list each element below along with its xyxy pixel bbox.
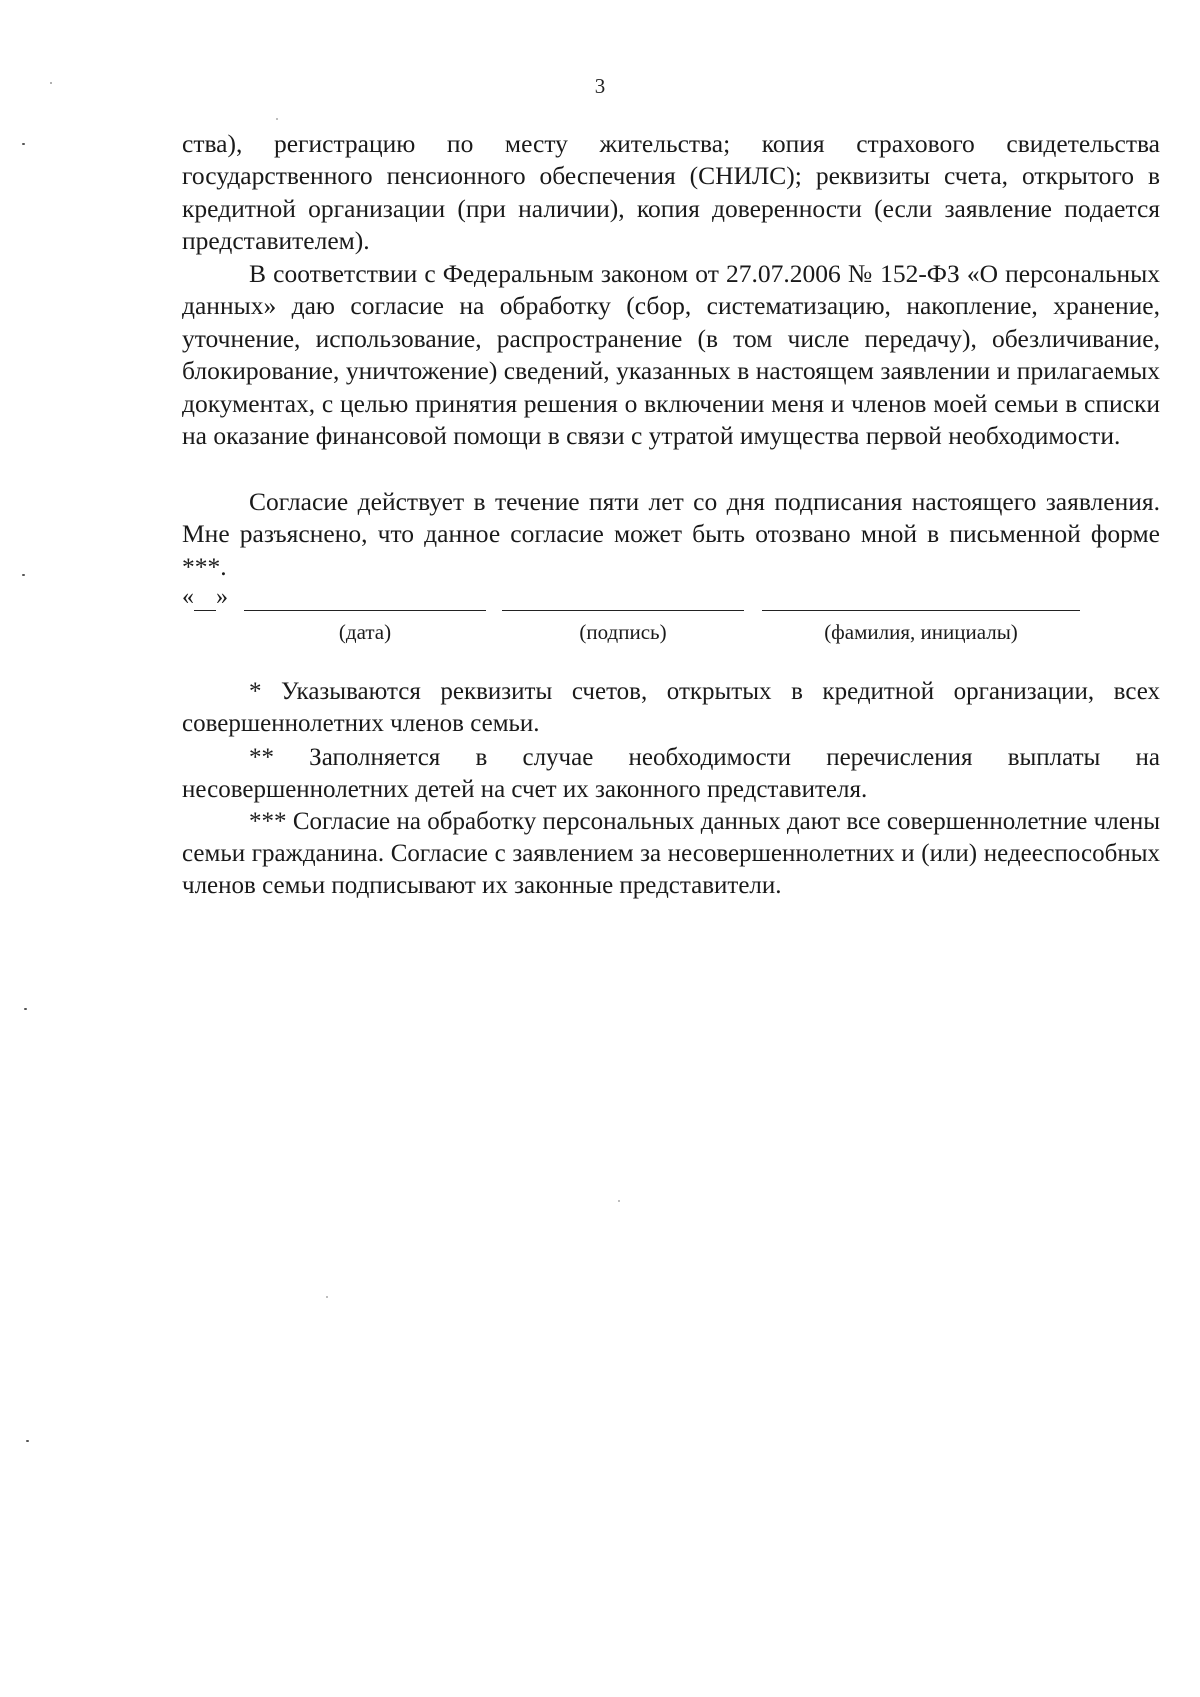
signature-block — [182, 584, 1162, 644]
scan-speck — [618, 1200, 620, 1202]
name-caption: (фамилия, инициалы) — [824, 620, 1018, 644]
signature-line[interactable] — [502, 610, 744, 611]
paragraph-documents-list: ства), регистрацию по месту жительства; копия страхового свидетельства государственного пенсионного обеспечения (СНИЛС); реквизиты счета, открытого в кредитной организации (при наличии), копия доверенности (если заявление подается представителем). — [182, 129, 1160, 256]
signature-caption: (подпись) — [579, 620, 667, 644]
date-line[interactable] — [244, 610, 486, 611]
paragraph-consent-validity: Согласие действует в течение пяти лет со дня подписания настоящего заявления. Мне разъяснено, что данное согласие может быть отозвано мной в письменной форме ***. — [182, 487, 1160, 581]
scan-speck — [276, 118, 278, 120]
scan-speck — [24, 1008, 27, 1010]
scan-speck — [22, 574, 25, 576]
footnote-3: *** Согласие на обработку персональных данных дают все совершеннолетние члены семьи гражданина. Согласие с заявлением за несовершеннолетних и (или) недееспособных членов семьи подписывают их законные представители. — [182, 808, 1160, 900]
scan-speck — [22, 143, 25, 145]
scan-speck — [50, 82, 52, 84]
day-blank[interactable] — [194, 590, 216, 611]
scan-speck — [26, 1440, 29, 1442]
quote-close: » — [216, 584, 228, 610]
name-line[interactable] — [762, 610, 1080, 611]
date-caption: (дата) — [338, 620, 392, 644]
page-number: 3 — [594, 74, 606, 98]
scan-speck — [326, 1296, 328, 1298]
paragraph-personal-data-consent: В соответствии с Федеральным законом от 27.07.2006 № 152-ФЗ «О персональных данных» даю согласие на обработку (сбор, систематизацию, накопление, хранение, уточнение, использование, распространение (в том числе передачу), обезличивание, блокирование, уничтожение) сведений, указанных в настоящем заявлении и прилагаемых документах, с целью принятия решения о включении меня и членов моей семьи в списки на оказание финансовой помощи в связи с утратой имущества первой необходимости. — [182, 259, 1160, 451]
footnote-1: * Указываются реквизиты счетов, открытых в кредитной организации, всех совершеннолетних членов семьи. — [182, 678, 1160, 738]
quote-open: « — [182, 584, 194, 610]
footnote-2: ** Заполняется в случае необходимости перечисления выплаты на несовершеннолетних детей на счет их законного представителя. — [182, 744, 1160, 804]
date-day-field[interactable] — [182, 584, 228, 611]
